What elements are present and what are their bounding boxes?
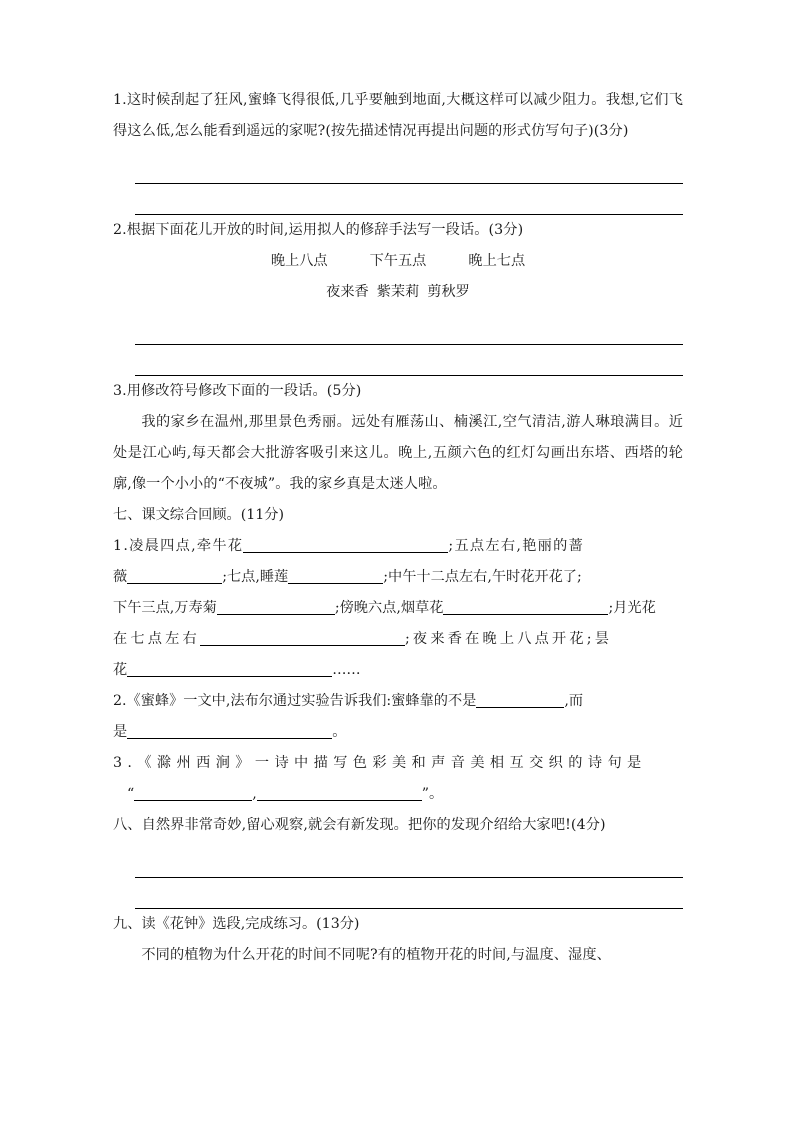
item1-seg7: ;傍晚六点,烟草花	[334, 600, 444, 616]
question-2-flowers-row	[113, 277, 683, 308]
flower-option-2: 紫茉莉	[376, 284, 420, 300]
quote-period: 。	[429, 786, 444, 802]
fill-blank[interactable]	[127, 568, 222, 584]
section-7-item-2-line-1	[113, 686, 683, 717]
answer-rule[interactable]	[135, 184, 683, 215]
section-9-paragraph: 不同的植物为什么开花的时间不同呢?有的植物开花的时间,与温度、湿度、	[141, 947, 611, 963]
flower-option-3: 剪秋罗	[427, 284, 470, 300]
answer-rule[interactable]	[135, 345, 683, 376]
answer-rule[interactable]	[135, 153, 683, 184]
item2-seg2: ,而	[564, 693, 584, 709]
answer-rule[interactable]	[135, 847, 683, 878]
fill-blank[interactable]	[443, 599, 608, 615]
fill-blank[interactable]	[134, 785, 252, 801]
item1-seg6: 下午三点,万寿菊	[113, 600, 217, 616]
item1-seg8: ;月光花	[608, 600, 656, 616]
section-7-item-2-line-2	[113, 717, 683, 748]
section-7-item-3-line-2	[113, 779, 683, 810]
question-2-text: 2.根据下面花儿开放的时间,运用拟人的修辞手法写一段话。(3分)	[113, 222, 524, 238]
fill-blank[interactable]	[243, 537, 448, 553]
answer-rule[interactable]	[135, 314, 683, 345]
section-7-item-1-line-5	[113, 655, 683, 686]
answer-rule[interactable]	[135, 878, 683, 909]
item1-seg2: ;五点左右,艳丽的蔷	[448, 538, 585, 554]
fill-blank[interactable]	[257, 785, 422, 801]
fill-blank[interactable]	[476, 692, 564, 708]
question-1-answer-lines	[113, 153, 683, 215]
question-3-text: 3.用修改符号修改下面的一段话。(5分)	[113, 383, 362, 399]
item2-seg3: 是	[113, 724, 128, 740]
section-7-item-3-line-1	[113, 748, 683, 779]
item1-seg10: ;夜来香在晚上八点开花;昙	[404, 631, 613, 647]
section-9-heading: 九、读《花钟》选段,完成练习。(13分)	[113, 916, 360, 932]
flower-option-1: 夜来香	[326, 284, 369, 300]
section-7-item-1-line-2	[113, 562, 683, 593]
item1-seg3: 薇	[113, 569, 128, 585]
quote-comma: ,	[252, 786, 257, 802]
question-2-times-row	[113, 246, 683, 277]
section-7-item-1-line-4	[113, 624, 683, 655]
item1-seg9: 在七点左右	[113, 631, 200, 647]
item3-seg1: 3.《滁州西涧》一诗中描写色彩美和声音美相互交织的诗句是	[113, 755, 647, 771]
item2-seg1: 2.《蜜蜂》一文中,法布尔通过实验告诉我们:蜜蜂靠的不是	[113, 693, 477, 709]
fill-blank[interactable]	[127, 723, 332, 739]
item1-seg1: 1.凌晨四点,牵牛花	[113, 538, 244, 554]
fill-blank[interactable]	[217, 599, 335, 615]
section-7-item-1-line-3	[113, 593, 683, 624]
item2-seg4: 。	[332, 724, 347, 740]
page-content	[113, 85, 683, 971]
item1-ellipsis: ……	[332, 662, 361, 678]
fill-blank[interactable]	[288, 568, 383, 584]
time-option-3: 晚上七点	[468, 253, 526, 269]
fill-blank[interactable]	[200, 630, 405, 646]
section-8-answer-lines	[113, 847, 683, 909]
item1-seg4: ;七点,睡莲	[222, 569, 289, 585]
time-option-1: 晚上八点	[270, 253, 328, 269]
question-2-answer-lines	[113, 314, 683, 376]
question-3-paragraph: 我的家乡在温州,那里景色秀丽。远处有雁荡山、楠溪江,空气清洁,游人琳琅满目。近处是江心屿,每天都会大批游客吸引来这儿。晚上,五颜六色的红灯勾画出东塔、西塔的轮廓,像一个小小的“不夜城”。我的家乡真是太迷人啦。	[113, 414, 683, 492]
time-option-2: 下午五点	[369, 253, 427, 269]
item1-seg11: 花	[113, 662, 128, 678]
section-7-heading: 七、课文综合回顾。(11分)	[113, 507, 284, 523]
section-7-item-1-line-1	[113, 531, 683, 562]
section-8-heading: 八、自然界非常奇妙,留心观察,就会有新发现。把你的发现介绍给大家吧!(4分)	[113, 817, 606, 833]
quote-open: “	[127, 786, 135, 802]
item1-seg5: ;中午十二点左右,午时花开花了;	[383, 569, 582, 585]
question-1-text: 1.这时候刮起了狂风,蜜蜂飞得很低,几乎要触到地面,大概这样可以减少阻力。我想,它们飞得这么低,怎么能看到遥远的家呢?(按先描述情况再提出问题的形式仿写句子)(3分)	[113, 92, 683, 139]
quote-close: ”	[421, 786, 430, 802]
fill-blank[interactable]	[127, 661, 332, 677]
